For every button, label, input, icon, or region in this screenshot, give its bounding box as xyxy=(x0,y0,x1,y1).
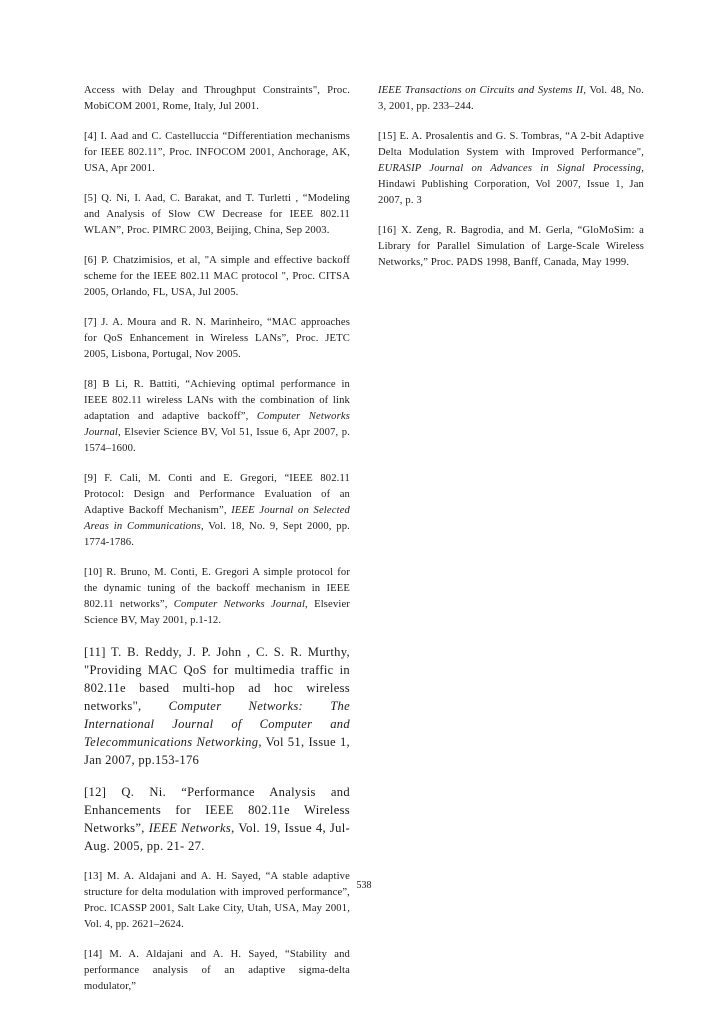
reference-text: [8] B Li, R. Battiti, “Achieving optimal performance in IEEE 802.11 wireless LANs with the combination of link adaptation and adaptive backoff”, xyxy=(84,379,350,422)
reference-entry xyxy=(84,783,350,855)
reference-entry xyxy=(84,869,350,933)
reference-text: [11] T. B. Reddy, J. P. John , C. S. R. Murthy, "Providing MAC QoS for multimedia traffic in 802.11e based multi-hop ad hoc wireless networks", xyxy=(84,645,350,713)
references-left-column xyxy=(84,83,350,1009)
reference-text: [10] R. Bruno, M. Conti, E. Gregori A simple protocol for the dynamic tuning of the backoff mechanism in IEEE 802.11 networks”, xyxy=(84,567,350,610)
reference-text: Access with Delay and Throughput Constraints", Proc. MobiCOM 2001, Rome, Italy, Jul 2001. xyxy=(84,85,350,112)
reference-text: [7] J. A. Moura and R. N. Marinheiro, “MAC approaches for QoS Enhancement in Wireless LANs”, Proc. JETC 2005, Lisbona, Portugal, Nov 2005. xyxy=(84,317,350,360)
reference-italic-text: IEEE Networks xyxy=(148,821,232,835)
reference-text: [16] X. Zeng, R. Bagrodia, and M. Gerla, “GloMoSim: a Library for Parallel Simulation of Large-Scale Wireless Networks,” Proc. PADS 1998, Banff, Canada, May 1999. xyxy=(378,225,644,268)
reference-text: [12] Q. Ni. “Performance Analysis and Enhancements for IEEE 802.11e Wireless Networks”, xyxy=(84,785,350,835)
reference-entry xyxy=(84,947,350,995)
reference-text: [15] E. A. Prosalentis and G. S. Tombras, “A 2-bit Adaptive Delta Modulation System with Improved Performance", xyxy=(378,131,644,158)
reference-entry xyxy=(84,643,350,769)
reference-italic-text: EURASIP Journal on Advances in Signal Processing xyxy=(378,163,642,174)
reference-text: Vol. 48, No. 3, 2001, pp. 233–244. xyxy=(378,85,644,112)
reference-entry xyxy=(84,191,350,239)
reference-text: [13] M. A. Aldajani and A. H. Sayed, “A stable adaptive structure for delta modulation with improved performance”, Proc. ICASSP 2001, Salt Lake City, Utah, USA, May 2001, Vol. 4, pp. 2621–2624. xyxy=(84,871,350,930)
references-right-column xyxy=(378,83,644,285)
reference-entry xyxy=(84,565,350,629)
reference-text: , Vol 51, Issue 1, Jan 2007, pp.153-176 xyxy=(84,735,350,767)
reference-entry xyxy=(84,83,350,115)
reference-italic-text: Computer Networks Journal xyxy=(173,599,306,610)
reference-italic-text: IEEE Transactions on Circuits and Systems II, xyxy=(378,85,587,96)
reference-entry xyxy=(84,129,350,177)
reference-text: , Elsevier Science BV, May 2001, p.1-12. xyxy=(84,599,350,626)
reference-text: , Vol. 18, No. 9, Sept 2000, pp. 1774-1786. xyxy=(84,521,350,548)
reference-text: [4] I. Aad and C. Castelluccia “Differentiation mechanisms for IEEE 802.11”, Proc. INFOCOM 2001, Anchorage, AK, USA, Apr 2001. xyxy=(84,131,350,174)
reference-text: [9] F. Cali, M. Conti and E. Gregori, “IEEE 802.11 Protocol: Design and Performance Evaluation of an Adaptive Backoff Mechanism”, xyxy=(84,473,350,516)
reference-entry xyxy=(84,471,350,551)
reference-entry xyxy=(378,223,644,271)
reference-entry xyxy=(84,315,350,363)
reference-italic-text: IEEE Journal on Selected Areas in Communications xyxy=(84,505,350,532)
reference-text: [14] M. A. Aldajani and A. H. Sayed, “Stability and performance analysis of an adaptive sigma-delta modulator,” xyxy=(84,949,350,992)
reference-italic-text: Computer Networks: The International Journal of Computer and Telecommunications Networking xyxy=(84,699,350,749)
page-number: 538 xyxy=(356,880,372,891)
reference-entry xyxy=(378,129,644,209)
reference-entry xyxy=(84,377,350,457)
reference-italic-text: Computer Networks Journal xyxy=(84,411,350,438)
reference-text: , Vol. 19, Issue 4, Jul-Aug. 2005, pp. 21- 27. xyxy=(84,821,350,853)
reference-entry xyxy=(378,83,644,115)
reference-text: , Elsevier Science BV, Vol 51, Issue 6, Apr 2007, p. 1574–1600. xyxy=(84,427,350,454)
reference-entry xyxy=(84,253,350,301)
reference-text: [5] Q. Ni, I. Aad, C. Barakat, and T. Turletti , “Modeling and Analysis of Slow CW Decrease for IEEE 802.11 WLAN”, Proc. PIMRC 2003, Beijing, China, Sep 2003. xyxy=(84,193,350,236)
reference-text: , Hindawi Publishing Corporation, Vol 2007, Issue 1, Jan 2007, p. 3 xyxy=(378,163,644,206)
reference-text: [6] P. Chatzimisios, et al, "A simple and effective backoff scheme for the IEEE 802.11 MAC protocol ", Proc. CITSA 2005, Orlando, FL, USA, Jul 2005. xyxy=(84,255,350,298)
